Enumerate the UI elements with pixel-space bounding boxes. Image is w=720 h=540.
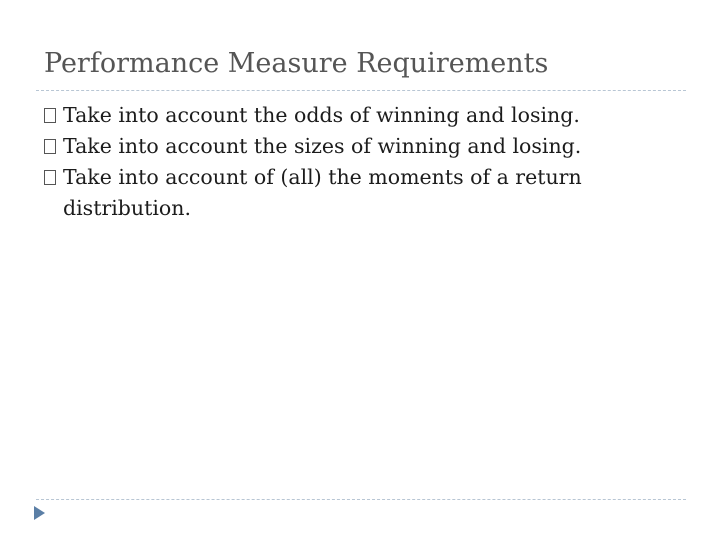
bullet-text: Take into account the sizes of winning and losing. xyxy=(63,134,582,158)
bullet-item xyxy=(44,131,684,162)
title-divider xyxy=(36,90,686,91)
bullet-text: Take into account of (all) the moments of a return distribution. xyxy=(63,165,582,220)
bullet-item xyxy=(44,162,684,224)
bullet-list xyxy=(44,100,684,224)
bullet-text: Take into account the odds of winning and losing. xyxy=(63,103,580,127)
bullet-item xyxy=(44,100,684,131)
square-bullet-icon xyxy=(44,170,56,185)
slide-title: Performance Measure Requirements xyxy=(44,48,549,79)
square-bullet-icon xyxy=(44,108,56,123)
square-bullet-icon xyxy=(44,139,56,154)
play-arrow-icon[interactable] xyxy=(34,506,45,520)
footer-divider xyxy=(36,499,686,500)
